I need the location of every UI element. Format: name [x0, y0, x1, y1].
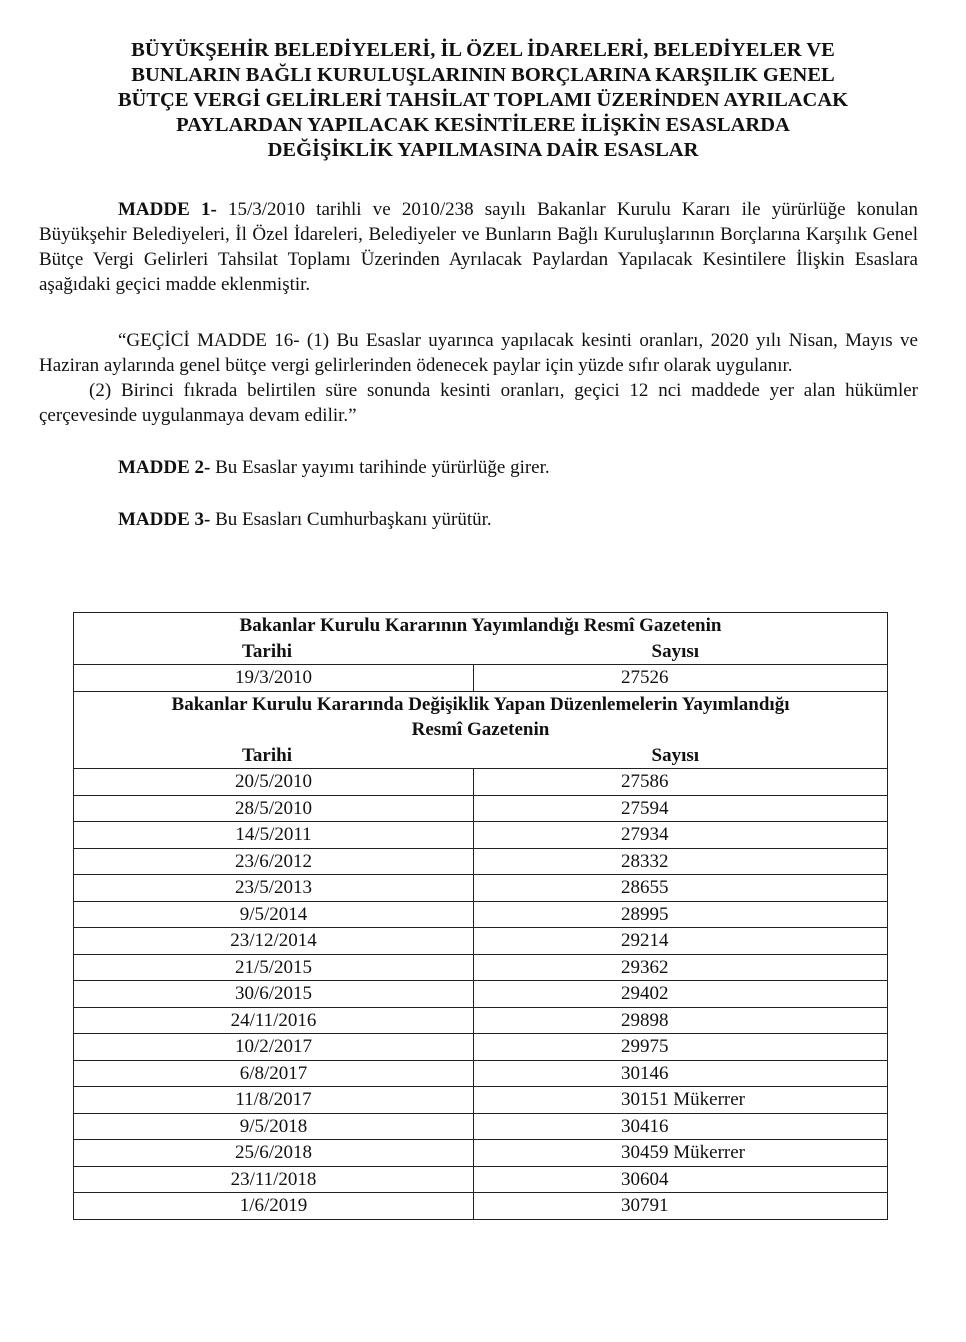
- col-header-date: Tarihi: [74, 743, 474, 769]
- table-row: [74, 954, 888, 981]
- row-date: 24/11/2016: [74, 1007, 474, 1034]
- row-date: 23/12/2014: [74, 928, 474, 955]
- temporary-article-para-1: “GEÇİCİ MADDE 16- (1) Bu Esaslar uyarınca yapılacak kesinti oranları, 2020 yılı Nisan, Mayıs ve Haziran aylarında genel bütçe vergi gelirlerinden ödenecek paylar için yüzde sıfır olarak uygulanır.: [39, 330, 918, 376]
- table-row: [74, 848, 888, 875]
- table-row: [74, 981, 888, 1008]
- row-number: 30791: [474, 1193, 888, 1220]
- table-header-original: Bakanlar Kurulu Kararının Yayımlandığı Resmî Gazetenin: [74, 613, 888, 639]
- row-number: 30151 Mükerrer: [474, 1087, 888, 1114]
- row-date: 1/6/2019: [74, 1193, 474, 1220]
- table-row: [74, 901, 888, 928]
- row-number: 27594: [474, 795, 888, 822]
- row-date: 21/5/2015: [74, 954, 474, 981]
- title-line: DEĞİŞİKLİK YAPILMASINA DAİR ESASLAR: [267, 139, 699, 161]
- table-header-amendments-line: Resmî Gazetenin: [411, 719, 550, 740]
- article-1-text: 15/3/2010 tarihli ve 2010/238 sayılı Bakanlar Kurulu Kararı ile yürürlüğe konulan Büyükşehir Belediyeleri, İl Özel İdareleri, Belediyeler ve Bunların Bağlı Kuruluşlarının Borçlarına Karşılık Genel Bütçe Vergi Gelirleri Tahsilat Toplamı Üzerinden Ayrılacak Paylardan Yapılacak Kesintilere İlişkin Esaslara aşağıdaki geçici madde eklenmiştir.: [39, 199, 918, 295]
- row-date: 14/5/2011: [74, 822, 474, 849]
- row-number: 28332: [474, 848, 888, 875]
- row-number: 30604: [474, 1166, 888, 1193]
- table-row: [74, 1087, 888, 1114]
- table-row: [74, 1007, 888, 1034]
- table-row: [74, 1166, 888, 1193]
- row-date: 23/11/2018: [74, 1166, 474, 1193]
- row-number: 28655: [474, 875, 888, 902]
- title-line: BÜYÜKŞEHİR BELEDİYELERİ, İL ÖZEL İDARELERİ, BELEDİYELER VE: [131, 39, 835, 61]
- row-date: 28/5/2010: [74, 795, 474, 822]
- article-2: [39, 455, 918, 480]
- row-date: 11/8/2017: [74, 1087, 474, 1114]
- table-row: [74, 795, 888, 822]
- row-number: 29362: [474, 954, 888, 981]
- row-number: 30416: [474, 1113, 888, 1140]
- row-date: 23/6/2012: [74, 848, 474, 875]
- row-date: 9/5/2018: [74, 1113, 474, 1140]
- table-row: [74, 769, 888, 796]
- row-number: 29975: [474, 1034, 888, 1061]
- gazette-table: [73, 612, 888, 1220]
- temporary-article-para-2: (2) Birinci fıkrada belirtilen süre sonunda kesinti oranları, geçici 12 nci maddede yer alan hükümler çerçevesinde uygulanmaya devam edilir.”: [39, 380, 918, 426]
- table-row: [74, 1193, 888, 1220]
- row-number: 30459 Mükerrer: [474, 1140, 888, 1167]
- document-body: [39, 197, 918, 532]
- article-1-label: MADDE 1-: [118, 199, 217, 220]
- row-date: 25/6/2018: [74, 1140, 474, 1167]
- row-date: 6/8/2017: [74, 1060, 474, 1087]
- table-row: [74, 822, 888, 849]
- article-3-label: MADDE 3-: [118, 509, 211, 530]
- row-number: 27934: [474, 822, 888, 849]
- col-header-number: Sayısı: [474, 743, 888, 769]
- title-line: PAYLARDAN YAPILACAK KESİNTİLERE İLİŞKİN ESASLARDA: [176, 114, 790, 136]
- row-number: 27586: [474, 769, 888, 796]
- table-row: [74, 1060, 888, 1087]
- article-3: [39, 507, 918, 532]
- row-number: 29898: [474, 1007, 888, 1034]
- article-3-text: Bu Esasları Cumhurbaşkanı yürütür.: [210, 509, 492, 530]
- table-row: [74, 1140, 888, 1167]
- table-row: [74, 1113, 888, 1140]
- original-number: 27526: [474, 665, 888, 692]
- row-number: 28995: [474, 901, 888, 928]
- row-date: 9/5/2014: [74, 901, 474, 928]
- row-date: 10/2/2017: [74, 1034, 474, 1061]
- original-date: 19/3/2010: [74, 665, 474, 692]
- row-date: 30/6/2015: [74, 981, 474, 1008]
- col-header-number: Sayısı: [474, 639, 888, 665]
- row-date: 20/5/2010: [74, 769, 474, 796]
- table-row: [74, 875, 888, 902]
- col-header-date: Tarihi: [74, 639, 474, 665]
- row-number: 29214: [474, 928, 888, 955]
- table-row: [74, 1034, 888, 1061]
- document-title: [60, 38, 906, 163]
- article-2-label: MADDE 2-: [118, 457, 211, 478]
- title-line: BÜTÇE VERGİ GELİRLERİ TAHSİLAT TOPLAMI ÜZERİNDEN AYRILACAK: [117, 89, 849, 111]
- row-number: 30146: [474, 1060, 888, 1087]
- article-1: [39, 197, 918, 297]
- article-2-text: Bu Esaslar yayımı tarihinde yürürlüğe girer.: [210, 457, 550, 478]
- table-row: [74, 928, 888, 955]
- table-header-amendments: [74, 691, 888, 743]
- row-date: 23/5/2013: [74, 875, 474, 902]
- title-line: BUNLARIN BAĞLI KURULUŞLARININ BORÇLARINA KARŞILIK GENEL: [131, 64, 835, 86]
- table-header-amendments-line: Bakanlar Kurulu Kararında Değişiklik Yapan Düzenlemelerin Yayımlandığı: [171, 693, 790, 715]
- row-number: 29402: [474, 981, 888, 1008]
